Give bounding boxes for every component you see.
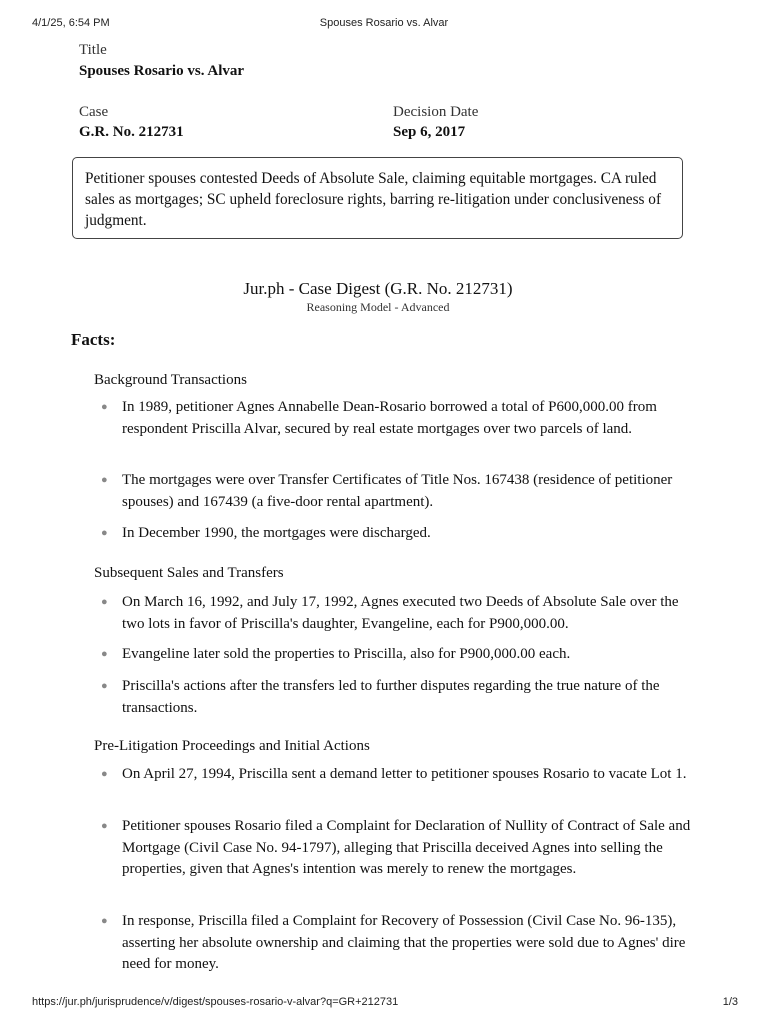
case-label: Case	[79, 104, 109, 120]
print-doc-title: Spouses Rosario vs. Alvar	[319, 17, 449, 29]
list-item: ● Evangeline later sold the properties to Priscilla, also for P900,000.00 each.	[101, 644, 691, 666]
section-heading-pre-litigation: Pre-Litigation Proceedings and Initial Actions	[94, 738, 370, 754]
bullet-icon: ●	[101, 648, 108, 660]
list-item: ● On April 27, 1994, Priscilla sent a demand letter to petitioner spouses Rosario to vacate Lot 1.	[101, 764, 691, 786]
section-heading-background: Background Transactions	[94, 372, 247, 388]
decision-date-value: Sep 6, 2017	[393, 124, 466, 140]
list-item: ● In response, Priscilla filed a Complaint for Recovery of Possession (Civil Case No. 96-135), asserting her absolute ownership and claiming that the properties were sold due to Agnes' dire need for money.	[101, 913, 686, 972]
list-item: ● Priscilla's actions after the transfers led to further disputes regarding the true nature of the transactions.	[101, 678, 660, 716]
bullet-icon: ●	[101, 474, 108, 486]
bullet-icon: ●	[101, 596, 108, 608]
print-datetime: 4/1/25, 6:54 PM	[32, 17, 110, 29]
list-item: ● In 1989, petitioner Agnes Annabelle Dean-Rosario borrowed a total of P600,000.00 from respondent Priscilla Alvar, secured by real estate mortgages over two parcels of land.	[101, 399, 657, 437]
digest-title: Jur.ph - Case Digest (G.R. No. 212731)	[243, 279, 513, 298]
list-item: ● Petitioner spouses Rosario filed a Complaint for Declaration of Nullity of Contract of Sale and Mortgage (Civil Case No. 94-1797), alleging that Priscilla deceived Agnes into selling the properties, given that Agnes's intention was merely to renew the mortgages.	[101, 818, 691, 877]
bullet-icon: ●	[101, 527, 108, 539]
bullet-icon: ●	[101, 768, 108, 780]
list-item: ● On March 16, 1992, and July 17, 1992, Agnes executed two Deeds of Absolute Sale over the two lots in favor of Priscilla's daughter, Evangeline, each for P900,000.00.	[101, 594, 679, 632]
facts-heading: Facts:	[71, 330, 116, 349]
bullet-icon: ●	[101, 915, 108, 927]
case-value: G.R. No. 212731	[79, 124, 184, 140]
decision-date-label: Decision Date	[393, 104, 479, 120]
bullet-icon: ●	[101, 820, 108, 832]
digest-subtitle: Reasoning Model - Advanced	[306, 300, 450, 314]
bullet-icon: ●	[101, 401, 108, 413]
title-value: Spouses Rosario vs. Alvar	[79, 63, 245, 79]
print-url: https://jur.ph/jurisprudence/v/digest/spouses-rosario-v-alvar?q=GR+212731	[32, 996, 399, 1008]
bullet-icon: ●	[101, 680, 108, 692]
summary-box: Petitioner spouses contested Deeds of Absolute Sale, claiming equitable mortgages. CA ruled sales as mortgages; SC upheld foreclosure rights, barring re-litigation under conclusiveness of judgment.	[72, 157, 683, 239]
page-number: 1/3	[722, 996, 738, 1008]
list-item: ● In December 1990, the mortgages were discharged.	[101, 523, 691, 545]
title-label: Title	[79, 42, 107, 58]
section-heading-sales: Subsequent Sales and Transfers	[94, 565, 284, 581]
list-item: ● The mortgages were over Transfer Certificates of Title Nos. 167438 (residence of petitioner spouses) and 167439 (a five-door rental apartment).	[101, 472, 673, 510]
